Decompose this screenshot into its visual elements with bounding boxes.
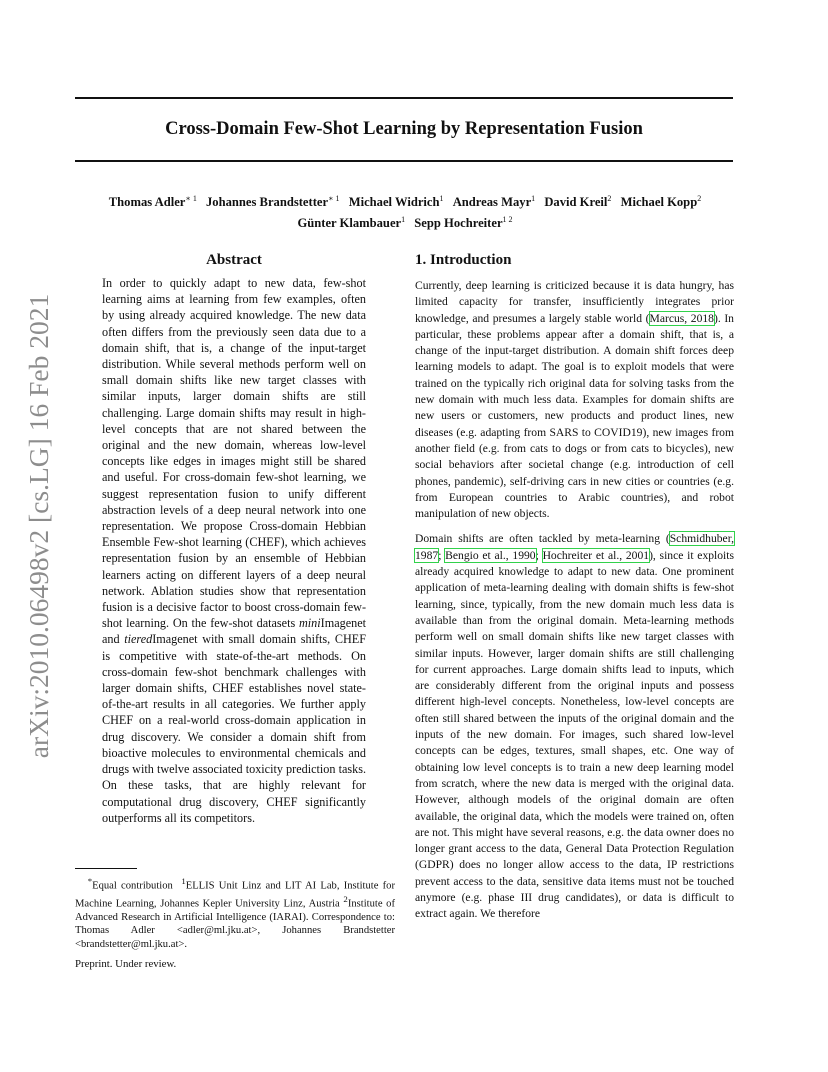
author xyxy=(349,195,444,209)
author-list xyxy=(60,190,750,232)
footnotes xyxy=(75,875,395,951)
author-affiliation: ∗ 1 xyxy=(328,194,340,203)
introduction-section xyxy=(415,252,734,932)
citation-link-hochreiter[interactable]: Hochreiter et al., 2001 xyxy=(542,548,650,562)
author-affiliation: 2 xyxy=(697,194,702,203)
footnote-equal-contribution: Equal contribution xyxy=(92,880,173,892)
author-name: Sepp Hochreiter xyxy=(414,216,503,231)
footnote-mark: 1 xyxy=(181,876,186,886)
abstract-section xyxy=(102,252,366,826)
citation-link-marcus[interactable]: Marcus, 2018 xyxy=(649,311,714,325)
abstract-italic-tiered: tiered xyxy=(124,632,153,647)
author xyxy=(206,195,340,209)
introduction-heading: 1. Introduction xyxy=(415,252,512,268)
author-name: Günter Klambauer xyxy=(297,216,402,231)
footnote-correspondence: Correspondence to: Thomas Adler <adler@ml.jku.at>, Johannes Brandstetter <brandstetter@ml.jku.at>. xyxy=(75,911,395,950)
intro-text-part: ). In particular, these problems appear after a domain shift, that is, a change of the input-target distribution. A domain shift forces deep learning models to adapt. The goal is to exploit models that were trained on the typically rich original data for solving tasks from the new domain with much less data. Examples for domain shifts are new users or customers, new products and product lines, new diseases (e.g. adapting from SARS to COVID19), new images from another field (e.g. from cats to dogs or from cats to bicycles), new social behaviors after societal change (e.g. introduction of cell phones, pandemic), self-driving cars in new cities or countries (e.g. from European countries to Arabic countries), and robot manipulation of new objects. xyxy=(415,311,734,521)
intro-text-part: Domain shifts are often tackled by meta-learning ( xyxy=(415,532,670,546)
author-affiliation: 1 2 xyxy=(502,215,513,225)
arxiv-identifier-text: arXiv:2010.06498v2 [cs.LG] 16 Feb 2021 xyxy=(23,293,54,759)
author-affiliation: 1 xyxy=(401,215,406,225)
abstract-italic-mini: mini xyxy=(298,616,321,631)
footnote-affiliation-1: ELLIS Unit Linz and LIT AI Lab, Institute for Machine Learning, Johannes Kepler University Linz, Austria xyxy=(75,880,395,910)
author-name: Andreas Mayr xyxy=(452,195,532,210)
author xyxy=(544,195,611,209)
intro-paragraph-2 xyxy=(415,531,734,922)
title-rule-bottom xyxy=(75,160,733,162)
abstract-heading: Abstract xyxy=(206,252,262,268)
footnote-mark: 2 xyxy=(343,893,348,904)
paper-title: Cross-Domain Few-Shot Learning by Representation Fusion xyxy=(165,119,643,139)
author-name: Johannes Brandstetter xyxy=(206,195,329,210)
footnote-rule xyxy=(75,868,137,869)
author-affiliation: 1 xyxy=(439,194,444,203)
arxiv-identifier xyxy=(15,291,63,761)
preprint-notice: Preprint. Under review. xyxy=(75,958,177,970)
intro-text-part: ; xyxy=(535,548,543,562)
intro-paragraph-1 xyxy=(415,278,734,522)
title-rule-top xyxy=(75,97,733,99)
author-affiliation: 2 xyxy=(607,194,612,203)
abstract-text-part: In order to quickly adapt to new data, few-shot learning aims at learning from few examples, often by using already acquired knowledge. The new data often differs from the previously seen data due to a domain shift, that is, a change of the input-target distribution. While several methods perform well on small domain shifts like new target classes with similar inputs, larger domain shifts are still challenging. Large domain shifts may result in high-level concepts that are not shared between the original and the new domain, whereas low-level concepts like edges in images might still be shared and useful. For cross-domain few-shot learning, we suggest representation fusion to unify different abstraction levels of a deep neural network into one representation. We propose Cross-domain Hebbian Ensemble Few-shot learning (CHEF), which achieves representation fusion by an ensemble of Hebbian learners acting on different layers of a deep neural network. Ablation studies show that representation fusion is a decisive factor to boost cross-domain few-shot learning. On the few-shot datasets xyxy=(102,276,366,631)
author xyxy=(109,195,197,209)
author xyxy=(621,195,702,209)
citation-link-schmidhuber[interactable]: Schmidhuber, 1987 xyxy=(415,532,734,562)
footnote-affiliation-2: Institute of Advanced Research in Artificial Intelligence (IARAI). xyxy=(75,898,395,923)
intro-text-part: Currently, deep learning is criticized because it is data hungry, has limited capacity for transfer, insufficiently integrates prior knowledge, and presumes a largely stable world ( xyxy=(415,279,734,325)
author xyxy=(453,195,535,209)
author-name: Michael Kopp xyxy=(620,195,698,210)
footnote-text xyxy=(75,875,395,951)
abstract-text-part: Imagenet and xyxy=(102,616,366,647)
author xyxy=(414,216,512,230)
intro-text-part: ; xyxy=(438,548,446,562)
author xyxy=(297,216,405,230)
author-name: Thomas Adler xyxy=(108,195,186,210)
abstract-text-part: Imagenet with small domain shifts, CHEF is competitive with state-of-the-art methods. On cross-domain few-shot benchmark challenges with larger domain shifts, CHEF establishes novel state-of-the-art results in all categories. We further apply CHEF on a real-world cross-domain application in drug discovery. We consider a domain shift from bioactive molecules to environmental chemicals and drugs with twelve associated toxicity prediction tasks. On these tasks, that are highly relevant for computational drug discovery, CHEF significantly outperforms all its competitors. xyxy=(102,632,366,825)
abstract-text xyxy=(102,275,366,826)
author-affiliation: ∗ 1 xyxy=(185,194,197,203)
author-name: Michael Widrich xyxy=(348,195,440,210)
footnote-mark: * xyxy=(87,876,93,886)
author-affiliation: 1 xyxy=(531,194,536,203)
citation-link-bengio[interactable]: Bengio et al., 1990 xyxy=(445,548,536,562)
author-name: David Kreil xyxy=(544,195,608,210)
intro-text-part: ), since it exploits already acquired knowledge to adapt to new data. One prominent application of meta-learning dealing with domain shifts is few-shot learning, since, typically, from the new domain much less data is available than from the original domain. Meta-learning methods perform well on small domain shifts like new target classes with similar inputs. However, larger domain shifts are still challenging for current approaches. Large domain shifts lead to inputs, which are considerably different from the original inputs and possess different high-level concepts. Nonetheless, low-level concepts are often still shared between the inputs of the original domain and the inputs of the new domain. For images, such shared low-level concepts can be edges, textures, small shapes, etc. One way of obtaining low level concepts is to train a new deep learning model from scratch, where the new data is merged with the original data. However, although models of the original domain are often available, the original data, which the models were trained on, often are not. This might have several reasons, e.g. the data owner does no longer grant access to the data, General Data Protection Regulation (GDPR) does no longer allow access to the data, IP restrictions prevent access to the data, sensitive data items must not be touched anymore (e.g. phase III drug candidates), or data is difficult to extract again. We therefore xyxy=(415,548,735,921)
